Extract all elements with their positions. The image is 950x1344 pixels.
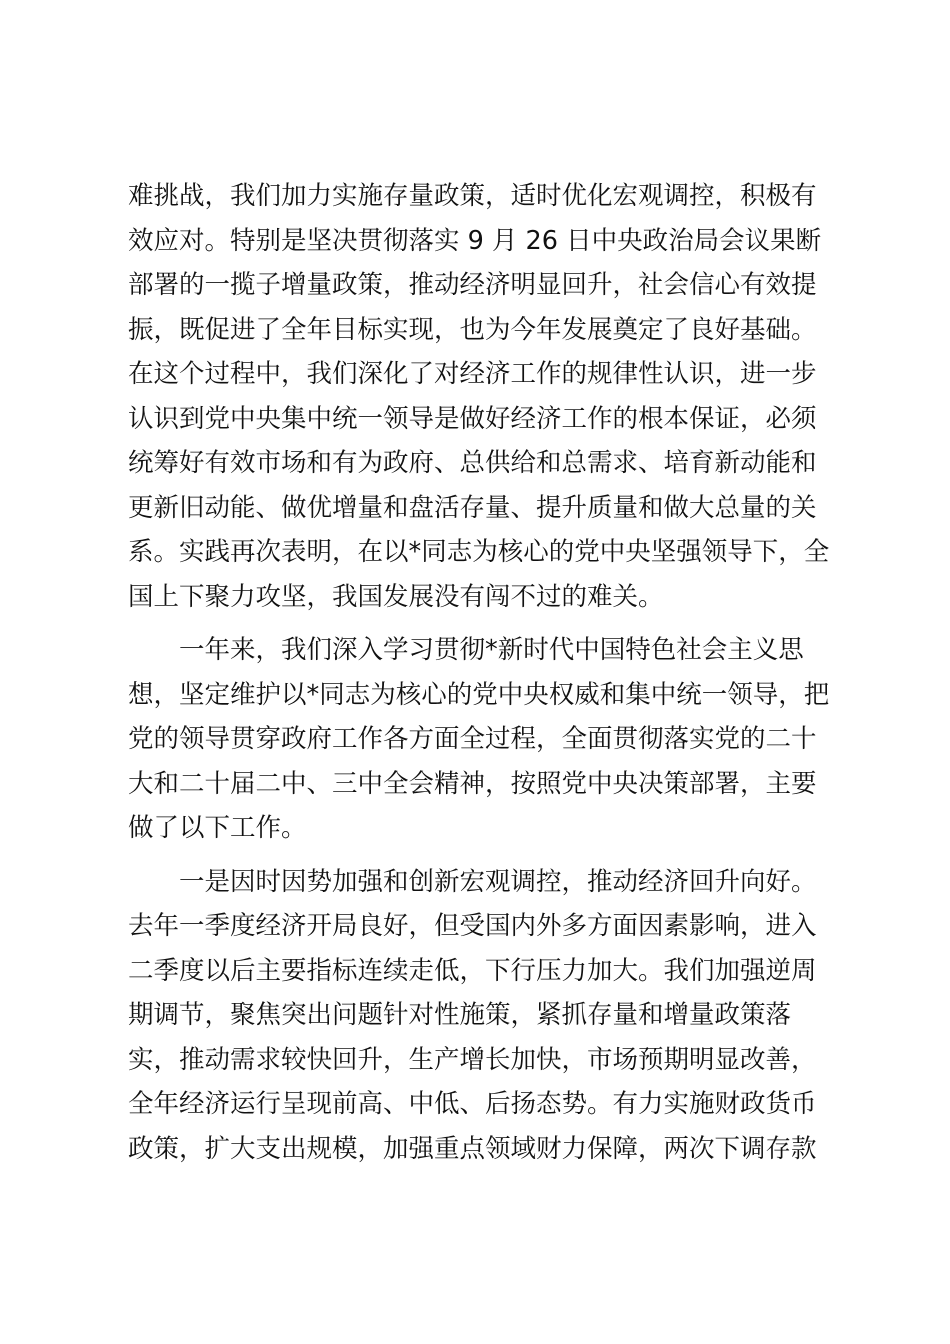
text-line: 一是因时因势加强和创新宏观调控，推动经济回升向好。 [179,866,817,897]
text-line: 期调节，聚焦突出问题针对性施策，紧抓存量和增量政策落 [128,1000,792,1030]
text-line: 振，既促进了全年目标实现，也为今年发展奠定了良好基础。 [128,314,817,345]
text-line: 部署的一揽子增量政策，推动经济明显回升，社会信心有效提 [128,270,817,300]
text-line: 更新旧动能、做优增量和盘活存量、提升质量和做大总量的关 [128,492,817,523]
text-line: 全年经济运行呈现前高、中低、后扬态势。有力实施财政货币 [128,1089,817,1119]
paragraph-3 [128,860,832,1172]
paragraph-1 [128,174,832,619]
paragraph-2 [128,628,832,851]
text-line: 效应对。特别是坚决贯彻落实 9 月 26 日中央政治局会议果断 [128,225,822,256]
text-line: 统筹好有效市场和有为政府、总供给和总需求、培育新动能和 [128,448,817,478]
text-line: 去年一季度经济开局良好，但受国内外多方面因素影响，进入 [128,911,817,941]
text-line: 实，推动需求较快回升，生产增长加快，市场预期明显改善， [128,1044,817,1075]
text-line: 难挑战，我们加力实施存量政策，适时优化宏观调控，积极有 [128,181,817,211]
text-line: 二季度以后主要指标连续走低，下行压力加大。我们加强逆周 [128,955,817,986]
text-line: 政策，扩大支出规模，加强重点领域财力保障，两次下调存款 [128,1133,817,1164]
text-line: 系。实践再次表明，在以*同志为核心的党中央坚强领导下，全 [128,537,830,567]
text-line: 认识到党中央集中统一领导是做好经济工作的根本保证，必须 [128,403,817,434]
document-body [128,174,832,1171]
text-line: 党的领导贯穿政府工作各方面全过程，全面贯彻落实党的二十 [128,724,817,754]
text-line: 在这个过程中，我们深化了对经济工作的规律性认识，进一步 [128,359,817,389]
text-line: 大和二十届二中、三中全会精神，按照党中央决策部署，主要 [128,768,817,799]
text-line: 做了以下工作。 [128,813,307,843]
text-line: 想，坚定维护以*同志为核心的党中央权威和集中统一领导，把 [128,679,830,710]
text-line: 一年来，我们深入学习贯彻*新时代中国特色社会主义思 [179,635,804,665]
text-line: 国上下聚力攻坚，我国发展没有闯不过的难关。 [128,581,664,612]
